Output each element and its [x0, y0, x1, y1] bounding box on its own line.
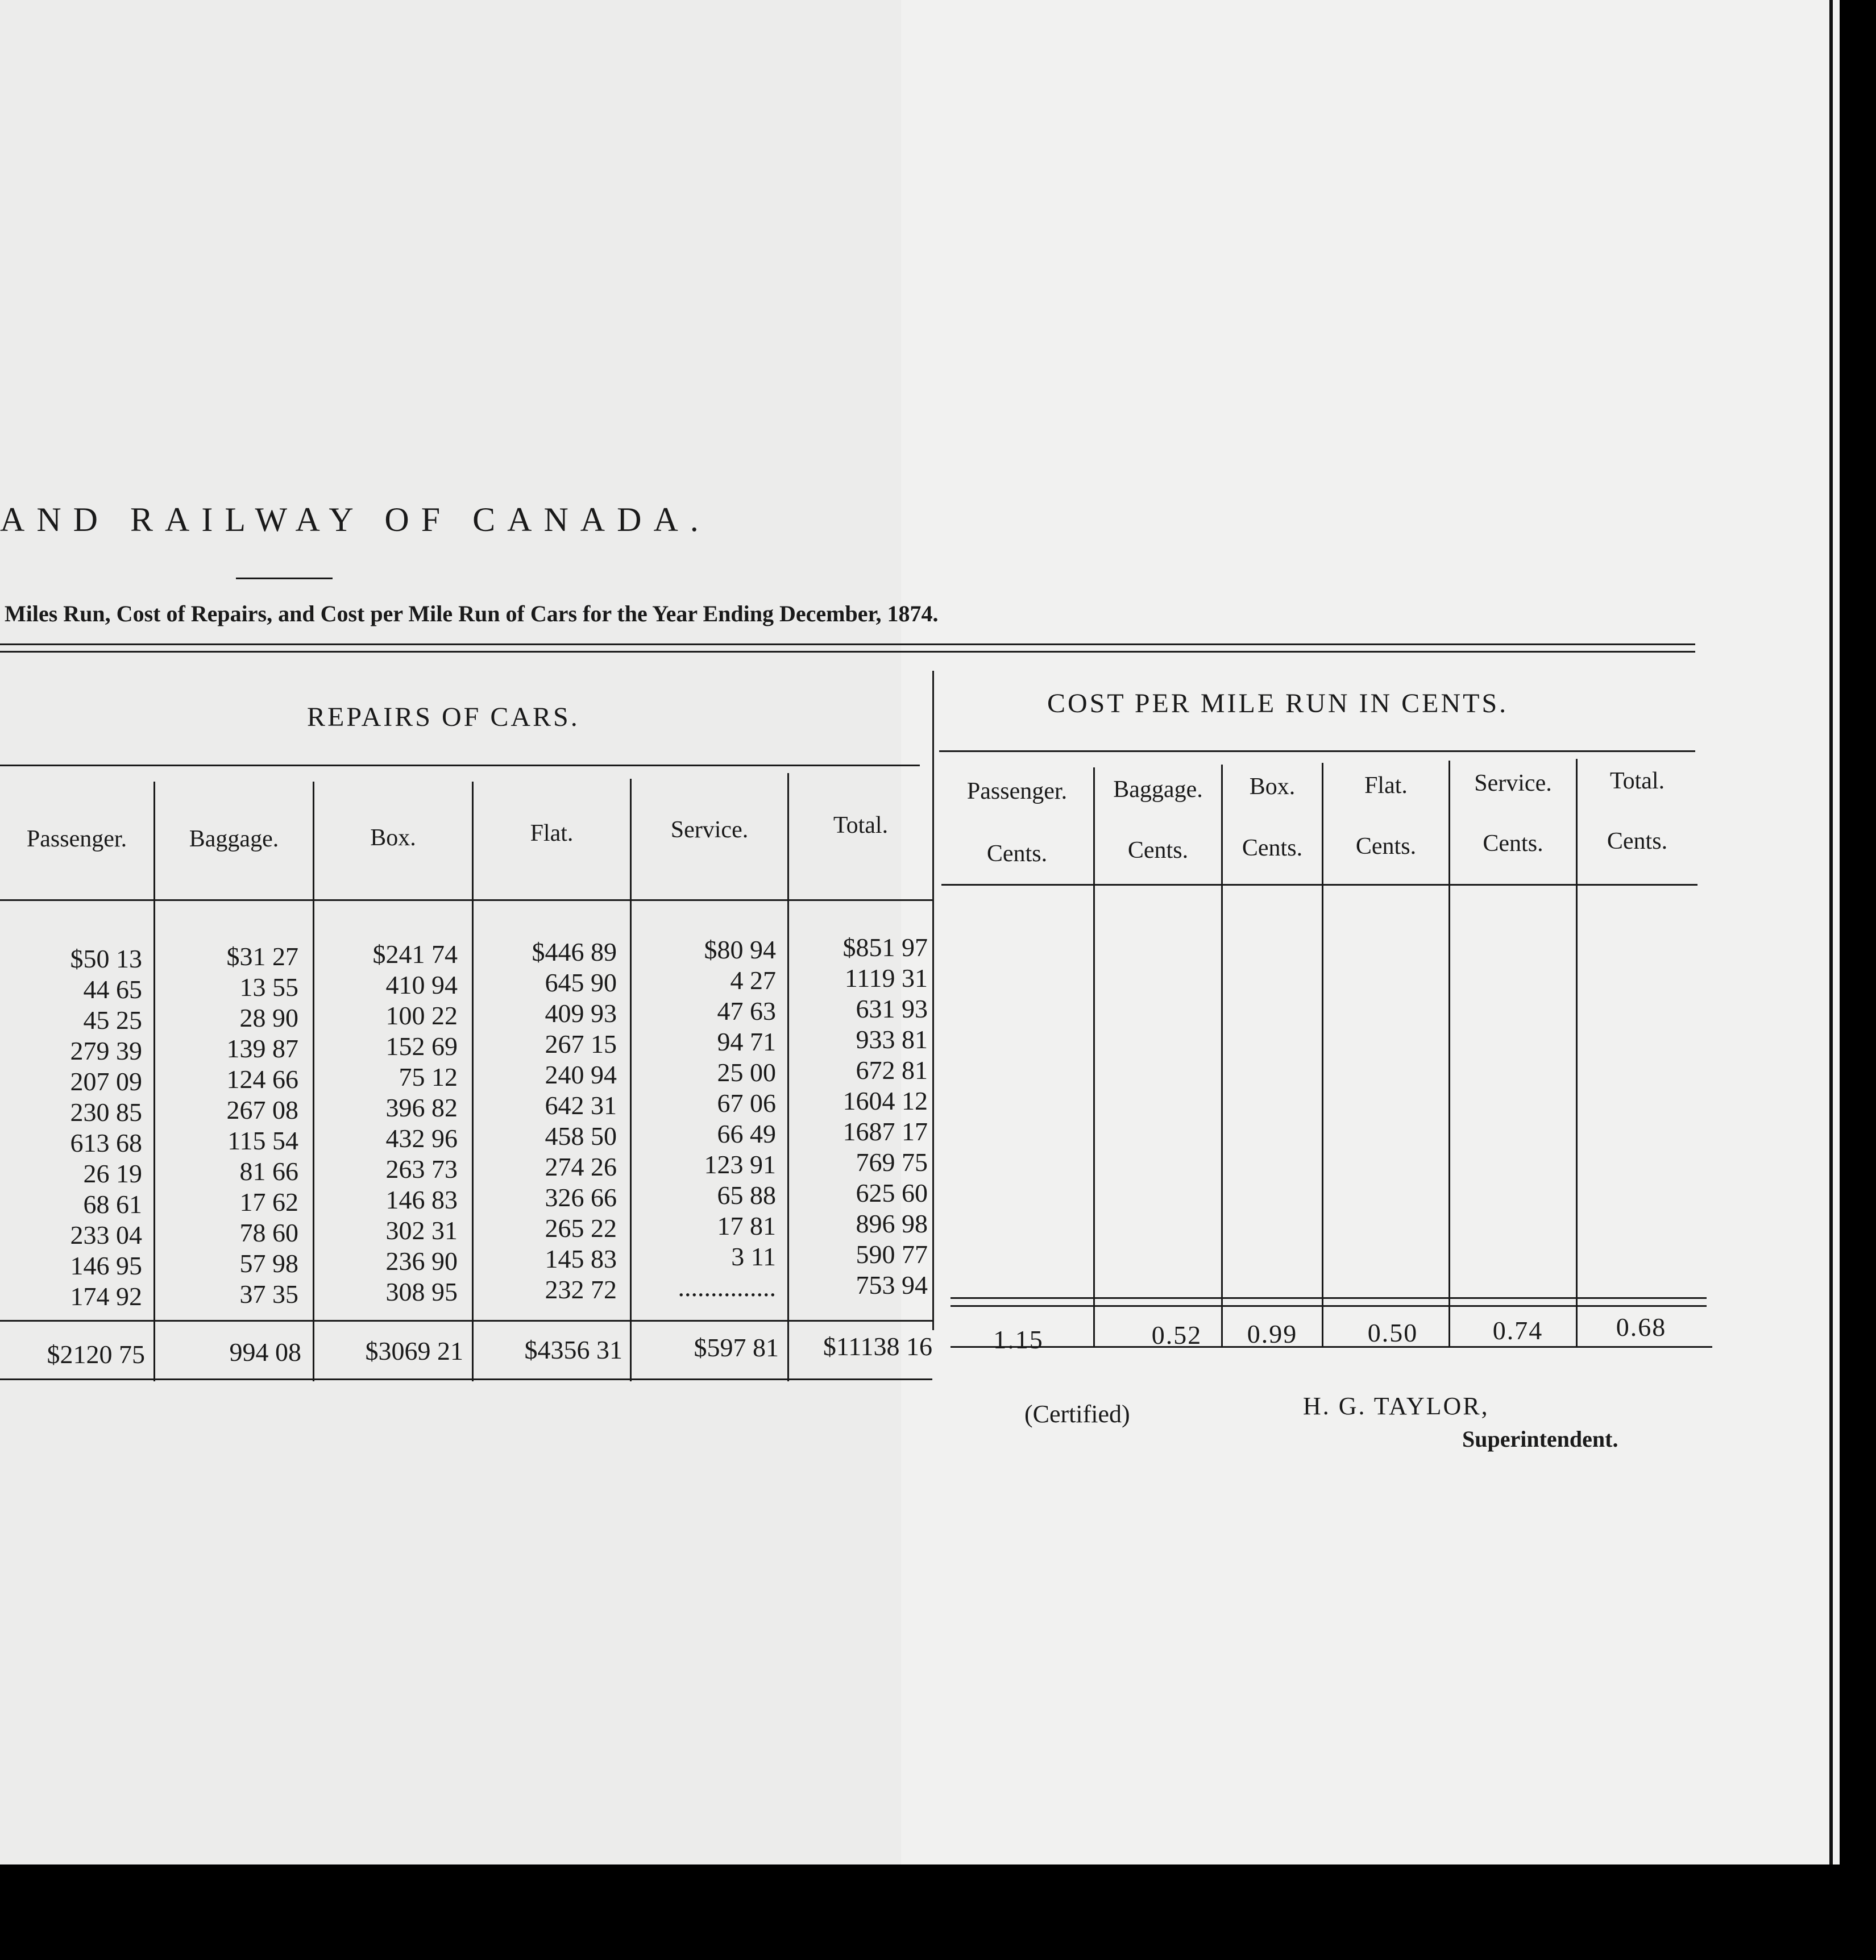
table-cell: 17 81 — [717, 1211, 776, 1240]
repairs-header-rule — [0, 899, 932, 901]
cost-box-value: 0.99 — [1247, 1319, 1298, 1348]
totals-rule-repairs — [0, 1320, 932, 1322]
cost-service-value: 0.74 — [1492, 1316, 1543, 1345]
table-cell: 672 81 — [856, 1056, 928, 1085]
repairs-passenger-total: $2120 75 — [47, 1340, 145, 1369]
table-cell: 613 68 — [70, 1128, 142, 1157]
repairs-col-sep-4 — [630, 779, 632, 1381]
table-cell: 152 69 — [385, 1032, 458, 1061]
table-cell: 279 39 — [70, 1036, 142, 1065]
repairs-header-box: Box. — [370, 825, 416, 851]
table-cell: 75 12 — [399, 1062, 458, 1091]
table-cell: 590 77 — [856, 1240, 928, 1269]
totals-rule-cost — [951, 1297, 1707, 1299]
table-cell: 263 73 — [385, 1155, 458, 1184]
table-cell: 265 22 — [545, 1214, 617, 1243]
table-cell: 308 95 — [385, 1277, 458, 1306]
table-cell: 232 72 — [545, 1275, 617, 1304]
table-cell: 302 31 — [385, 1216, 458, 1245]
repairs-heading-rule — [0, 765, 920, 766]
cost-heading-rule — [939, 750, 1695, 752]
table-cell: 45 25 — [83, 1006, 142, 1035]
cost-header-box-unit: Cents. — [1242, 835, 1303, 861]
table-cell: 233 04 — [70, 1220, 142, 1249]
certified-note: (Certified) — [1024, 1400, 1130, 1428]
cost-values-top-rule — [951, 1305, 1707, 1307]
page-edge — [1829, 0, 1833, 1865]
cost-header-flat-unit: Cents. — [1355, 833, 1417, 859]
group-separator — [932, 671, 934, 1330]
table-cell: 123 91 — [704, 1150, 776, 1179]
table-cell: 81 66 — [239, 1157, 298, 1186]
table-cell: 100 22 — [385, 1001, 458, 1030]
cost-header-total-unit: Cents. — [1607, 828, 1668, 854]
repairs-header-total: Total. — [833, 812, 889, 838]
table-cell: 28 90 — [239, 1003, 298, 1032]
table-cell: 47 63 — [717, 996, 776, 1025]
repairs-header-passenger: Passenger. — [26, 826, 127, 852]
repairs-total-values — [796, 932, 928, 1301]
table-cell: 57 98 — [239, 1249, 298, 1278]
repairs-service-values — [640, 935, 776, 1303]
repairs-header-baggage: Baggage. — [189, 826, 279, 852]
table-cell: 230 85 — [70, 1098, 142, 1127]
top-rule — [0, 643, 1695, 645]
repairs-grand-total: $11138 16 — [823, 1332, 932, 1361]
cost-header-service: Service. — [1474, 770, 1552, 796]
table-cell: 3 11 — [731, 1242, 776, 1271]
table-cell: 13 55 — [239, 973, 298, 1002]
table-cell: 1119 31 — [844, 964, 928, 993]
table-cell: 65 88 — [717, 1181, 776, 1210]
page-title: AND RAILWAY OF CANADA. — [0, 501, 711, 538]
cost-header-total: Total. — [1609, 768, 1665, 794]
repairs-col-sep-2 — [313, 782, 314, 1381]
table-cell: ............... — [678, 1273, 776, 1302]
cost-header-passenger-unit: Cents. — [986, 841, 1048, 867]
cost-header-service-unit: Cents. — [1483, 830, 1543, 857]
table-cell: 67 06 — [717, 1089, 776, 1118]
table-cell: 94 71 — [717, 1027, 776, 1056]
repairs-service-total: $597 81 — [694, 1333, 779, 1362]
repairs-baggage-values — [165, 941, 298, 1310]
repairs-col-sep-3 — [472, 782, 474, 1381]
table-cell: 396 82 — [385, 1093, 458, 1122]
table-cell: $31 27 — [226, 942, 298, 971]
repairs-col-sep-5 — [787, 773, 789, 1381]
table-cell: 139 87 — [226, 1034, 298, 1063]
cost-passenger-value: 1.15 — [993, 1325, 1044, 1354]
table-cell: 207 09 — [70, 1067, 142, 1096]
table-cell: 642 31 — [545, 1091, 617, 1120]
repairs-flat-values — [483, 937, 617, 1305]
table-cell: 44 65 — [83, 975, 142, 1004]
cost-total-value: 0.68 — [1616, 1313, 1667, 1342]
repairs-box-total: $3069 21 — [365, 1336, 463, 1365]
repairs-col-sep-1 — [153, 782, 155, 1381]
cost-header-rule — [941, 884, 1697, 886]
table-cell: 240 94 — [545, 1060, 617, 1089]
cost-baggage-value: 0.52 — [1151, 1320, 1202, 1349]
table-cell: 753 94 — [856, 1270, 928, 1299]
repairs-baggage-total: 994 08 — [229, 1338, 301, 1367]
table-cell: 66 49 — [717, 1119, 776, 1148]
table-cell: 896 98 — [856, 1209, 928, 1238]
cost-header-baggage-unit: Cents. — [1127, 837, 1189, 863]
document-page-right-half — [901, 0, 1840, 1865]
table-cell: 146 83 — [385, 1185, 458, 1214]
table-cell: 124 66 — [226, 1065, 298, 1094]
table-cell: 625 60 — [856, 1178, 928, 1207]
table-cell: 1604 12 — [842, 1086, 928, 1115]
bottom-rule — [0, 1378, 932, 1380]
repairs-box-values — [324, 939, 458, 1307]
title-rule — [236, 578, 333, 579]
table-cell: 174 92 — [70, 1282, 142, 1311]
table-cell: $50 13 — [70, 944, 142, 973]
table-cell: 236 90 — [385, 1247, 458, 1276]
repairs-heading: REPAIRS OF CARS. — [307, 702, 580, 732]
table-cell: 267 08 — [226, 1095, 298, 1124]
table-cell: 631 93 — [856, 994, 928, 1023]
signatory-role: Superintendent. — [1462, 1426, 1618, 1452]
table-subtitle: Miles Run, Cost of Repairs, and Cost per Mile Run of Cars for the Year Ending December, 1874. — [5, 601, 939, 626]
repairs-header-flat: Flat. — [530, 820, 574, 846]
signatory-name: H. G. TAYLOR, — [1303, 1392, 1489, 1420]
table-cell: 68 61 — [83, 1190, 142, 1219]
table-cell: 432 96 — [385, 1124, 458, 1153]
cost-header-baggage: Baggage. — [1113, 776, 1203, 803]
table-cell: 4 27 — [730, 966, 776, 995]
table-cell: 326 66 — [545, 1183, 617, 1212]
table-cell: 37 35 — [239, 1280, 298, 1309]
repairs-flat-total: $4356 31 — [524, 1335, 622, 1364]
cost-per-mile-heading: COST PER MILE RUN IN CENTS. — [1047, 688, 1509, 719]
cost-header-box: Box. — [1249, 774, 1296, 800]
table-cell: 145 83 — [545, 1244, 617, 1273]
table-cell: 115 54 — [227, 1126, 298, 1155]
table-cell: 274 26 — [545, 1152, 617, 1181]
table-cell: 267 15 — [545, 1029, 617, 1058]
repairs-passenger-values — [11, 944, 142, 1312]
table-cell: 458 50 — [545, 1122, 617, 1151]
cost-flat-value: 0.50 — [1367, 1318, 1418, 1347]
table-cell: $446 89 — [532, 937, 617, 966]
table-cell: 78 60 — [239, 1218, 298, 1247]
table-cell: 769 75 — [856, 1148, 928, 1177]
repairs-header-service: Service. — [670, 817, 749, 843]
table-cell: $241 74 — [372, 940, 458, 969]
table-cell: $80 94 — [704, 935, 776, 964]
cost-header-passenger: Passenger. — [966, 778, 1068, 804]
table-cell: 17 62 — [239, 1187, 298, 1216]
top-rule-2 — [0, 651, 1695, 653]
table-cell: 645 90 — [545, 968, 617, 997]
table-cell: 933 81 — [856, 1025, 928, 1054]
table-cell: 25 00 — [717, 1058, 776, 1087]
table-cell: 1687 17 — [842, 1117, 928, 1146]
table-cell: 26 19 — [83, 1159, 142, 1188]
table-cell: 409 93 — [545, 999, 617, 1028]
cost-header-flat: Flat. — [1364, 773, 1408, 799]
table-cell: 146 95 — [70, 1251, 142, 1280]
table-cell: 410 94 — [385, 970, 458, 999]
table-cell: $851 97 — [842, 933, 928, 962]
